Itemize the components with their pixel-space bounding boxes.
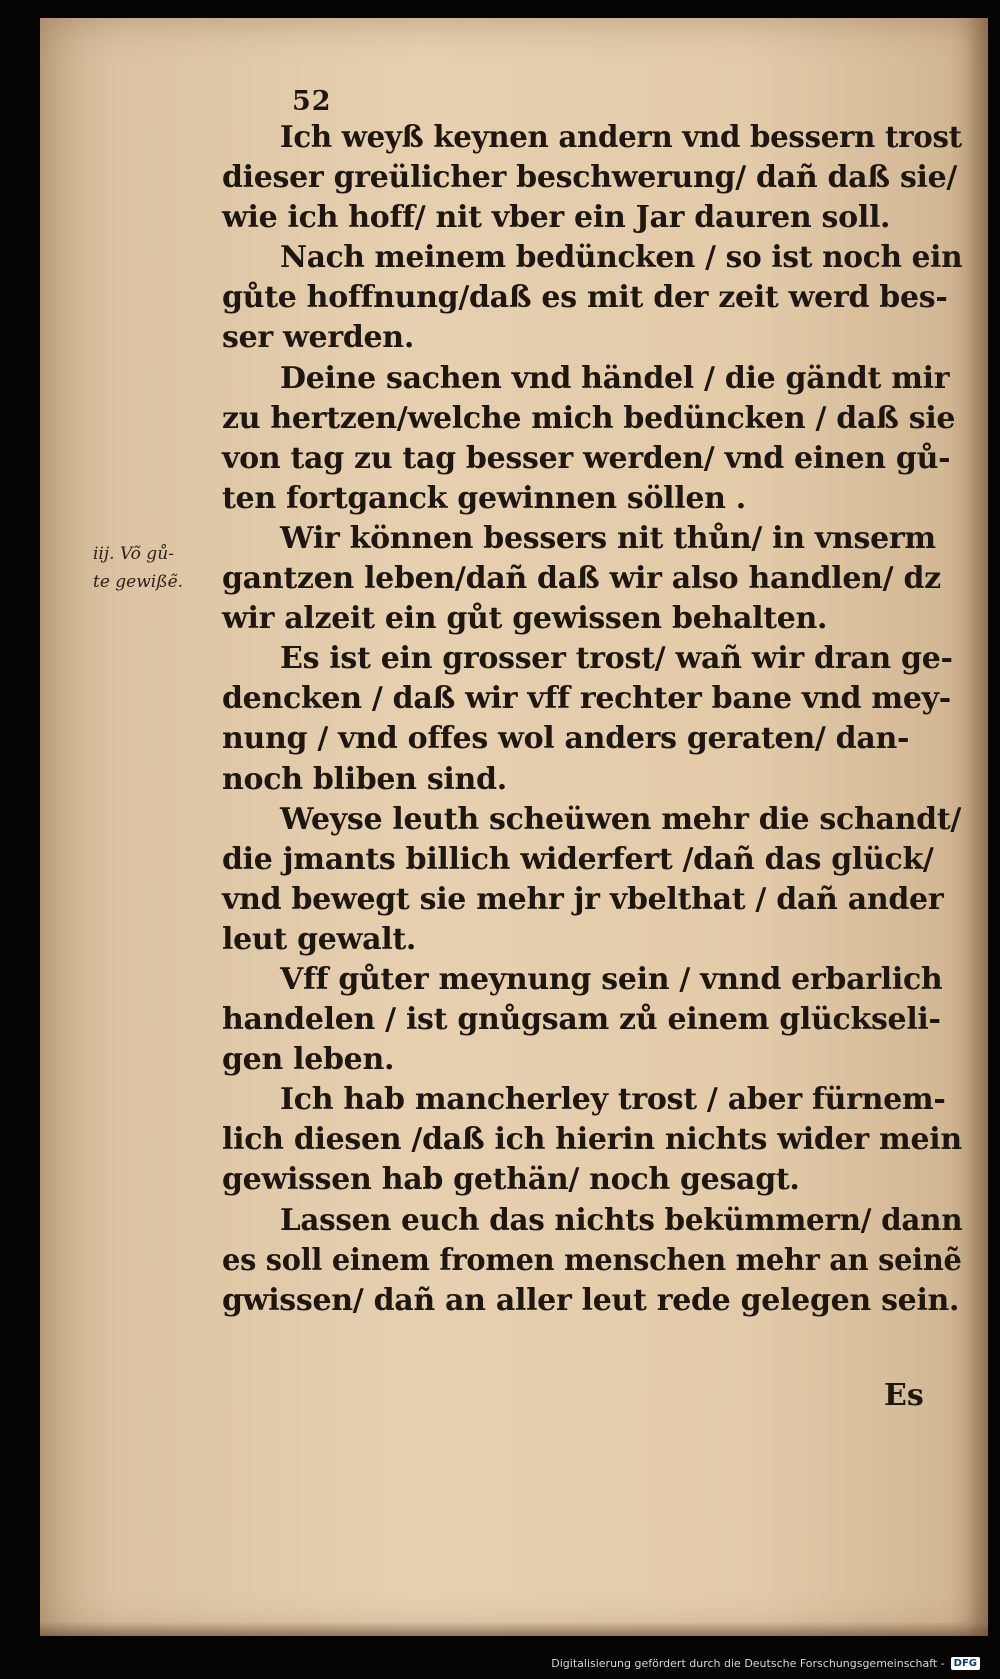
text-line: Vff gůter meynung sein / vnnd erbarlich [280,961,943,997]
text-line: noch bliben sind. [222,761,507,797]
text-line: es soll einem fromen menschen mehr an seinẽ [222,1242,962,1278]
credit-text: Digitalisierung gefördert durch die Deutsche Forschungsgemeinschaft - [551,1656,945,1670]
text-line: Weyse leuth scheüwen mehr die schandt/ [280,801,962,837]
text-line: vnd bewegt sie mehr jr vbelthat / dañ ander [222,881,944,917]
text-line: ser werden. [222,320,414,356]
dfg-logo: DFG [951,1657,980,1670]
text-line: gen leben. [222,1042,395,1078]
text-line: Nach meinem bedüncken / so ist noch ein [280,240,963,276]
text-line: nung / vnd offes wol anders geraten/ dan- [222,721,910,757]
text-line: zu hertzen/welche mich bedüncken / daß sie [222,400,956,436]
text-line: ten fortganck gewinnen söllen . [222,480,746,516]
marginal-note-line: te gewißẽ. [93,572,184,592]
text-line: Es ist ein grosser trost/ wañ wir dran ge- [280,641,953,677]
digitization-credit [551,1652,980,1674]
body-text [222,118,962,1321]
text-line: gewissen hab gethän/ noch gesagt. [222,1162,800,1198]
marginal-note-line: iij. Võ gů- [93,544,174,564]
catchword: Es [884,1378,924,1413]
text-line: gůte hoffnung/daß es mit der zeit werd bes- [222,280,948,316]
page-number: 52 [292,86,332,117]
text-line: wir alzeit ein gůt gewissen behalten. [222,601,828,637]
text-line: wie ich hoff/ nit vber ein Jar dauren soll. [222,200,891,236]
marginal-note [93,540,243,596]
text-line: Lassen euch das nichts bekümmern/ dann [280,1202,963,1238]
text-line: lich diesen /daß ich hierin nichts wider mein [222,1122,962,1158]
text-line: dieser greülicher beschwerung/ dañ daß sie/ [222,160,958,196]
text-line: gwissen/ dañ an aller leut rede gelegen sein. [222,1282,960,1318]
text-line: Wir können bessers nit thůn/ in vnserm [280,520,936,556]
text-line: handelen / ist gnůgsam zů einem glückseli- [222,1002,941,1038]
text-line: die jmants billich widerfert /dañ das glück/ [222,841,934,877]
text-line: Ich weyß keynen andern vnd bessern trost [280,120,962,155]
page-bottom-shadow [40,1622,988,1636]
text-line: leut gewalt. [222,921,417,957]
text-line: gantzen leben/dañ daß wir also handlen/ dz [222,561,941,597]
text-line: Deine sachen vnd händel / die gändt mir [280,360,950,396]
text-line: von tag zu tag besser werden/ vnd einen gů- [222,440,951,476]
text-line: dencken / daß wir vff rechter bane vnd mey- [222,681,951,717]
text-line: Ich hab mancherley trost / aber fürnem- [280,1082,946,1118]
